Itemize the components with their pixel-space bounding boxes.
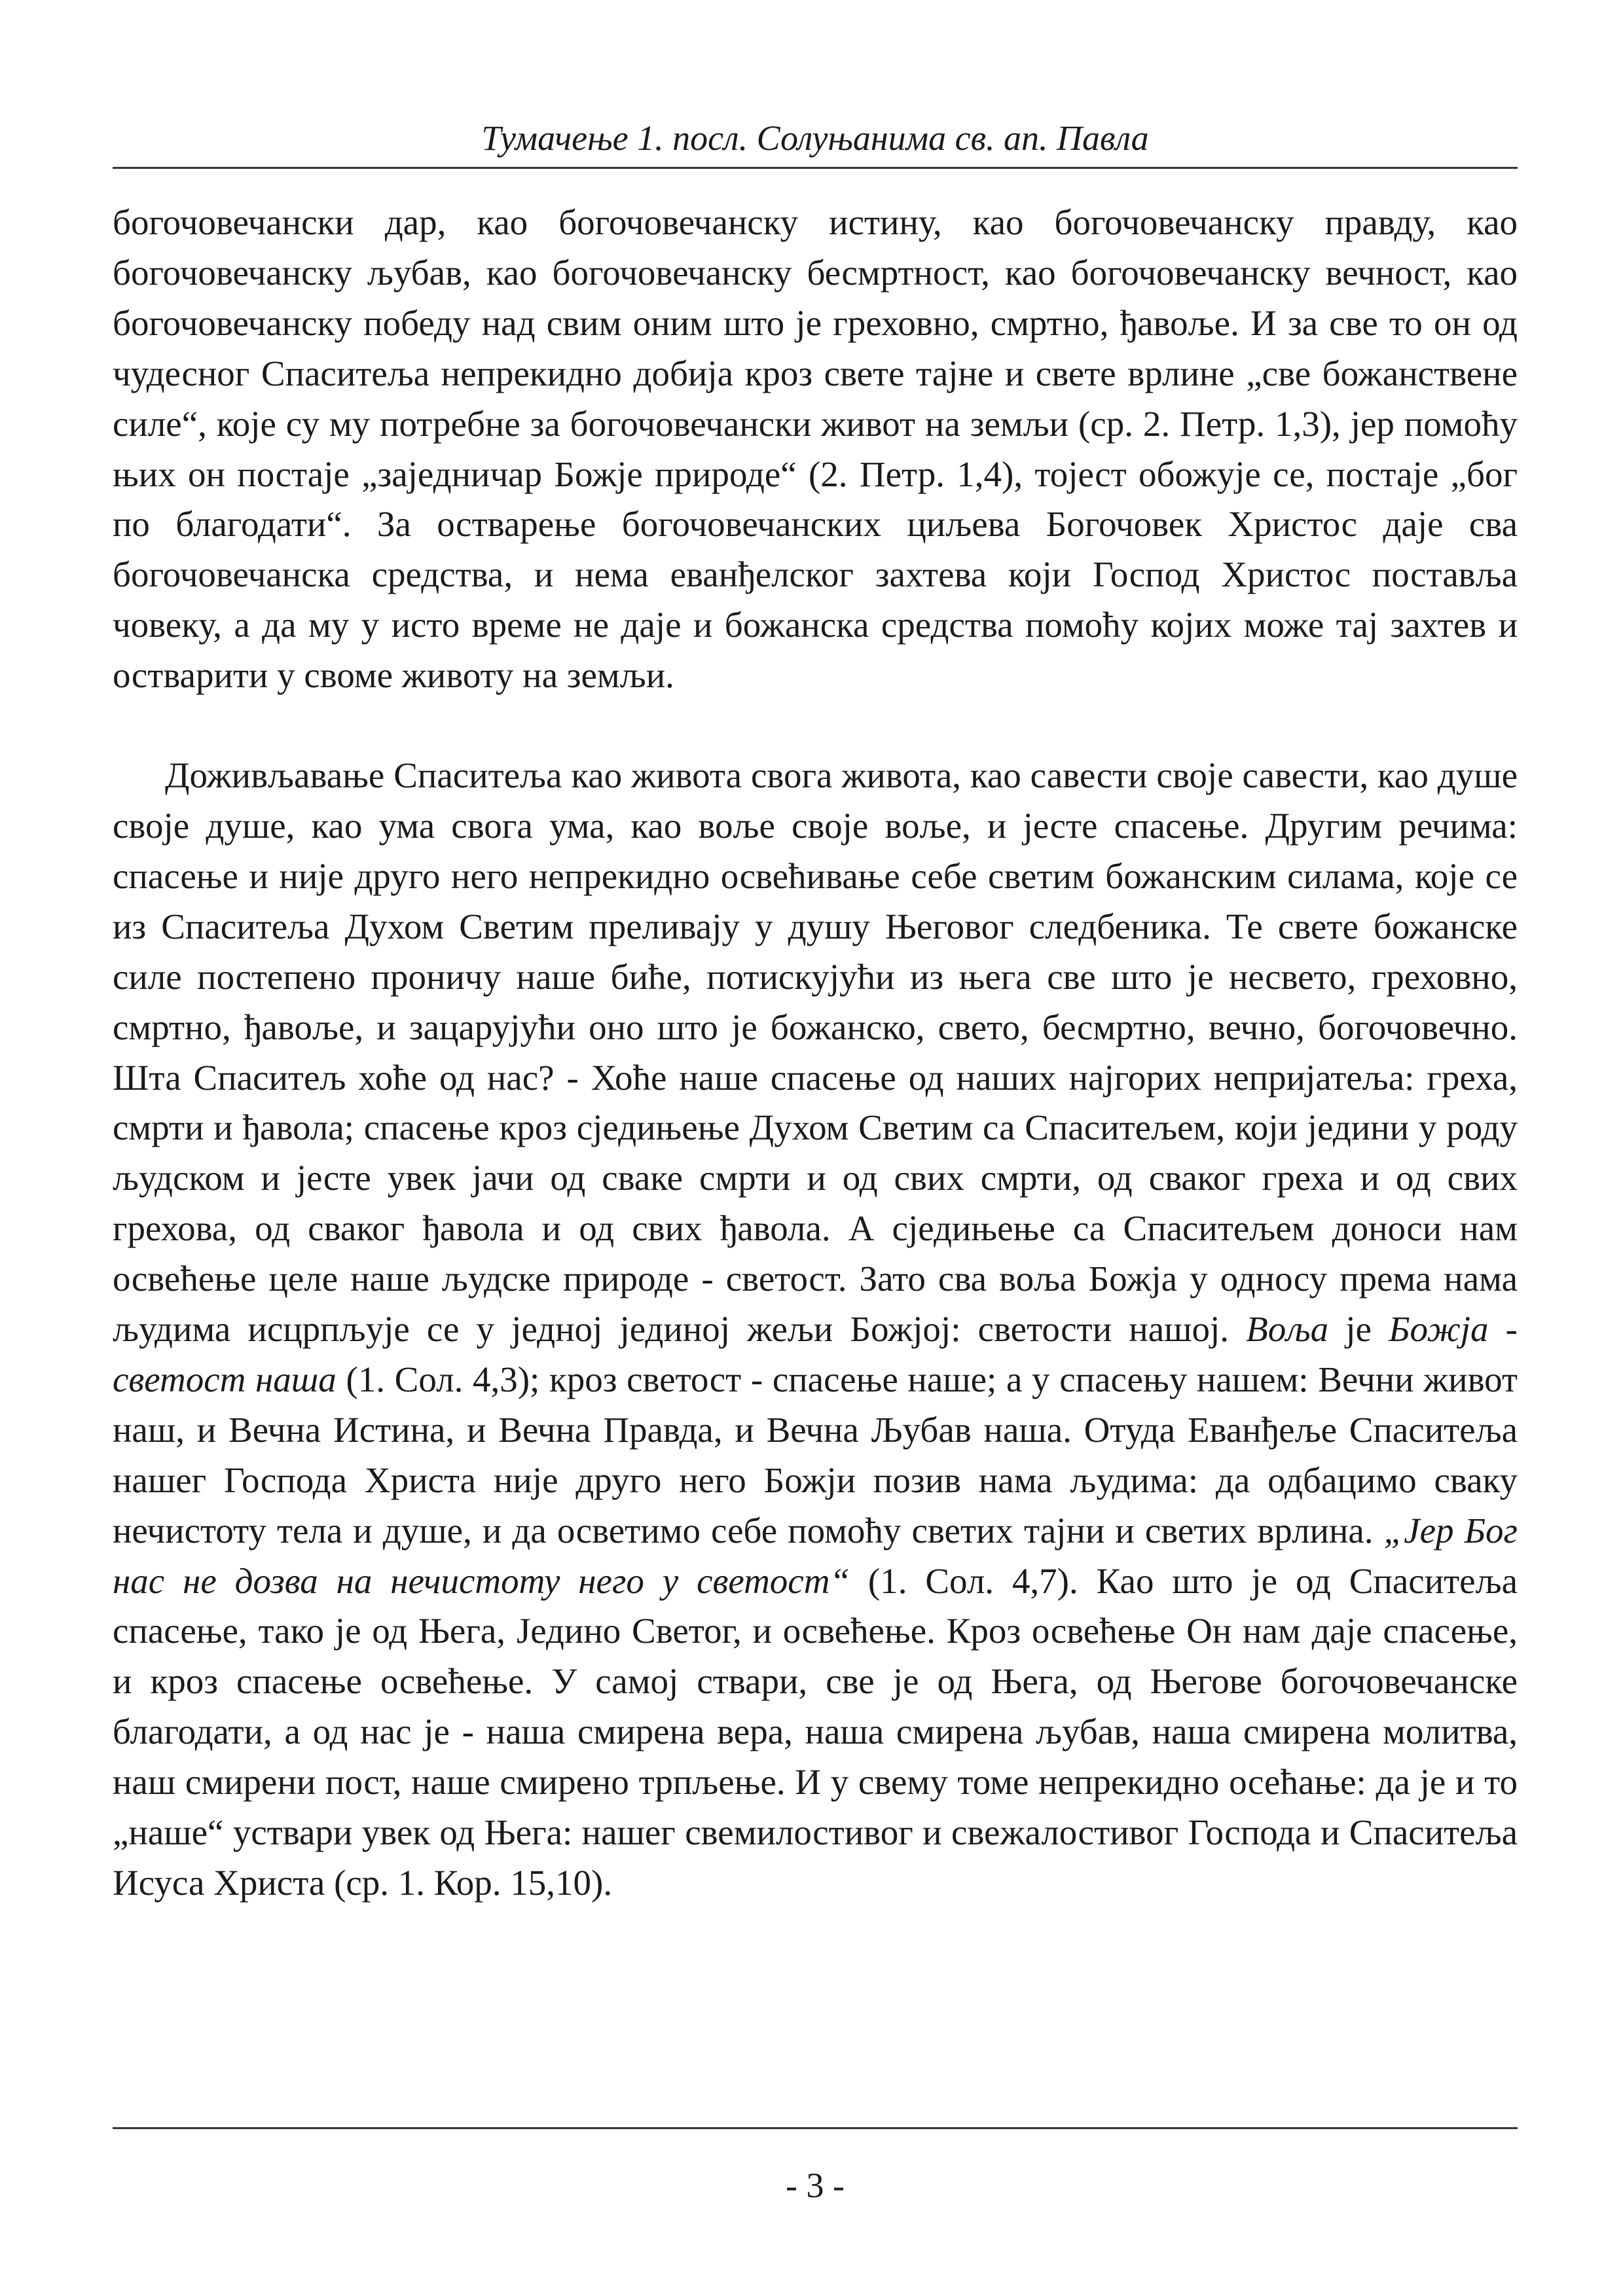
page-number: - 3 - bbox=[786, 2166, 845, 2205]
running-header-title: Тумачење 1. посл. Солуњанима св. ап. Павла bbox=[481, 118, 1149, 158]
paragraph-2-text-b: је bbox=[1328, 1309, 1389, 1350]
paragraph-1: богочовечански дар, као богочовечанску истину, као богочовечанску правду, као богочовечанску љубав, као богочовечанску бесмртност, као богочовечанску вечност, као богочовечанску победу над свим оним што је греховно, смртно, ђавоље. И за све то он од чудесног Спаситеља непрекидно добија кроз свете тајне и свете врлине „све божанствене силе“, које су му потребне за богочовечански живот на земљи (ср. 2. Петр. 1,3), јер помоћу њих он постаје „заједничар Божје природе“ (2. Петр. 1,4), тојест обожује се, постаје „бог по благодати“. За остварење богочовечанских циљева Богочовек Христос даје сва богочовечанска средства, и нема еванђелског захтева који Господ Христос поставља човеку, а да му у исто време не даје и божанска средства помоћу којих може тај захтев и остварити у своме животу на земљи. bbox=[113, 202, 1518, 696]
header-divider bbox=[113, 167, 1518, 169]
italic-quote-jer-bog: „Јер Бог нас не дозва на нечистоту него у светост“ bbox=[113, 1510, 1518, 1601]
paragraph-2-text-d: (1. Сол. 4,7). Као што је од Спаситеља спасење, тако је од Њега, Једино Светог, и освећење. Кроз освећење Он нам даје спасење, и кроз спасење освећење. У самој ствари, све је од Њега, од Његове богочовечанске благодати, а од нас је - наша смирена вера, наша смирена љубав, наша смирена молитва, наш смирени пост, наше смирено трпљење. И у свему томе непрекидно осећање: да је и то „наше“ уствари увек од Њега: нашег свемилостивог и свежалостивог Господа и Спаситеља Исуса Христа (ср. 1. Кор. 15,10). bbox=[113, 1560, 1518, 1903]
paragraph-2 bbox=[113, 751, 1518, 1909]
italic-quote-volja: Воља bbox=[1246, 1309, 1329, 1350]
paragraph-2-text-a: Доживљавање Спаситеља као живота свога живота, као савести своје савести, као душе своје душе, као ума свога ума, као воље своје воље, и јесте спасење. Другим речима: спасење и није друго него непрекидно освећивање себе светим божанским силама, које се из Спаситеља Духом Светим преливају у душу Његовог следбеника. Те свете божанске силе постепено проничу наше биће, потискујући из њега све што је несвето, греховно, смртно, ђавоље, и зацарујући оно што је божанско, свето, бесмртно, вечно, богочовечно. Шта Спаситељ хоће од нас? - Хоће наше спасење од наших најгорих непријатеља: греха, смрти и ђавола; спасење кроз сједињење Духом Светим са Спаситељем, који једини у роду људском и јесте увек јачи од сваке смрти и од свих смрти, од сваког греха и од свих грехова, од сваког ђавола и од свих ђавола. А сједињење са Спаситељем доноси нам освећење целе наше људске природе - светост. Зато сва воља Божја у односу према нама људима исцрпљује се у једној јединој жељи Божјој: светости нашој. bbox=[113, 755, 1518, 1350]
italic-quote-bozja-svetost: Божја - светост наша bbox=[113, 1309, 1518, 1399]
footer-divider bbox=[113, 2127, 1518, 2129]
paragraph-2-text-c: (1. Сол. 4,3); кроз светост - спасење наше; а у спасењу нашем: Вечни живот наш, и Вечна Истина, и Вечна Правда, и Вечна Љубав наша. Отуда Еванђеље Спаситеља нашег Господа Христа није друго него Божји позив нама људима: да одбацимо сваку нечистоту тела и душе, и да осветимо себе помоћу светих тајни и светих врлина. bbox=[113, 1359, 1518, 1551]
body-text bbox=[113, 198, 1518, 1909]
